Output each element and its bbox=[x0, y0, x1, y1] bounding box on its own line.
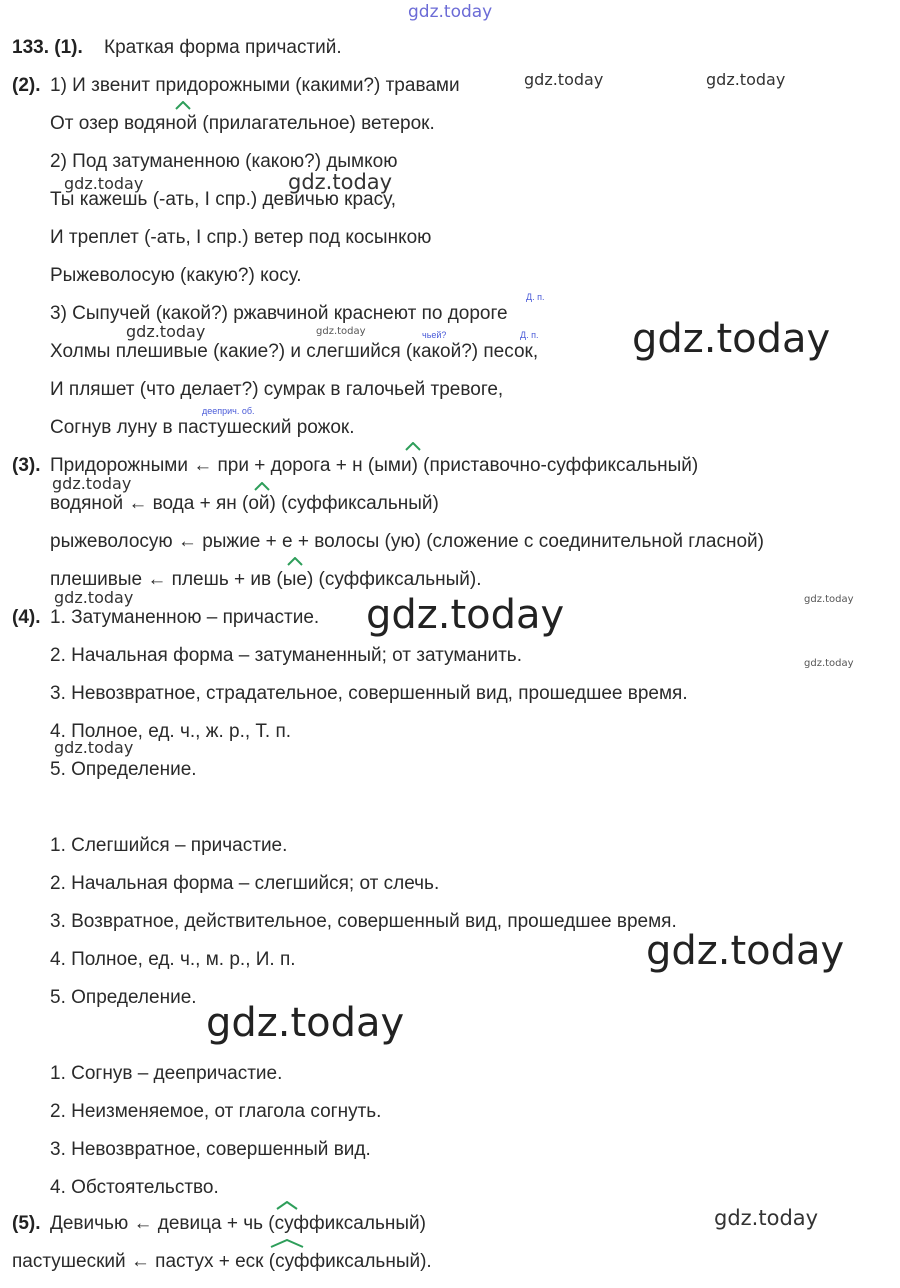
section-4-label: (4). bbox=[12, 607, 41, 628]
watermark: gdz.today bbox=[54, 588, 134, 607]
suffix-mark bbox=[276, 1201, 292, 1210]
section-1-label: 133. (1). bbox=[12, 37, 83, 58]
poem-line-4: Ты кажешь (-ать, I спр.) девичью красу, bbox=[50, 189, 396, 210]
section-5-label: (5). bbox=[12, 1213, 41, 1234]
word-formation-6: пастушеский ← пастух + еск (суффиксальный). bbox=[12, 1251, 432, 1272]
analysis-b-2: 2. Начальная форма – слегшийся; от слечь. bbox=[50, 873, 440, 894]
analysis-c-2: 2. Неизменяемое, от глагола согнуть. bbox=[50, 1101, 382, 1122]
poem-line-9: И пляшет (что делает?) сумрак в галочьей тревоге, bbox=[50, 379, 504, 400]
analysis-a-4: 4. Полное, ед. ч., ж. р., Т. п. bbox=[50, 721, 292, 742]
analysis-a-5: 5. Определение. bbox=[50, 759, 197, 780]
analysis-a-2: 2. Начальная форма – затуманенный; от затуманить. bbox=[50, 645, 522, 666]
suffix-mark bbox=[270, 1239, 286, 1248]
watermark: gdz.today bbox=[64, 174, 144, 193]
word-formation-4: плешивые ← плешь + ив (ые) (суффиксальный). bbox=[50, 569, 482, 590]
watermark: gdz.today bbox=[408, 2, 493, 22]
poem-line-7: 3) Сыпучей (какой?) ржавчиной краснеют по дороге bbox=[50, 303, 508, 324]
analysis-c-4: 4. Обстоятельство. bbox=[50, 1177, 219, 1198]
watermark: gdz.today bbox=[54, 738, 134, 757]
poem-line-1: 1) И звенит придорожными (какими?) травами bbox=[50, 75, 460, 96]
watermark: gdz.today bbox=[206, 1000, 405, 1046]
question-mark: чьей? bbox=[422, 330, 447, 340]
poem-line-3: 2) Под затуманенною (какою?) дымкою bbox=[50, 151, 398, 172]
suffix-mark bbox=[287, 557, 303, 566]
suffix-mark bbox=[254, 482, 270, 491]
watermark: gdz.today bbox=[804, 658, 854, 669]
watermark: gdz.today bbox=[646, 928, 845, 974]
word-formation-3: рыжеволосую ← рыжие + е + волосы (ую) (сложение с соединительной гласной) bbox=[50, 531, 764, 552]
word-formation-5: Девичью ← девица + чь (суффиксальный) bbox=[50, 1213, 426, 1234]
watermark: gdz.today bbox=[706, 70, 786, 89]
analysis-c-1: 1. Согнув – деепричастие. bbox=[50, 1063, 283, 1084]
stress-mark bbox=[175, 101, 191, 110]
word-formation-1: Придорожными ← при + дорога + н (ыми) (приставочно-суффиксальный) bbox=[50, 455, 699, 476]
poem-line-8: Холмы плешивые (какие?) и слегшийся (какой?) песок, bbox=[50, 341, 539, 362]
poem-line-2: От озер водяной (прилагательное) ветерок. bbox=[50, 113, 435, 134]
watermark: gdz.today bbox=[52, 474, 132, 493]
poem-line-5: И треплет (-ать, I спр.) ветер под косынкою bbox=[50, 227, 432, 248]
poem-line-6: Рыжеволосую (какую?) косу. bbox=[50, 265, 302, 286]
case-mark: Д. п. bbox=[520, 330, 539, 340]
watermark: gdz.today bbox=[366, 592, 565, 638]
analysis-b-3: 3. Возвратное, действительное, совершенный вид, прошедшее время. bbox=[50, 911, 677, 932]
watermark: gdz.today bbox=[804, 594, 854, 605]
watermark: gdz.today bbox=[632, 316, 831, 362]
section-3-label: (3). bbox=[12, 455, 41, 476]
word-formation-2: водяной ← вода + ян (ой) (суффиксальный) bbox=[50, 493, 439, 514]
case-mark: Д. п. bbox=[526, 292, 545, 302]
analysis-a-3: 3. Невозвратное, страдательное, совершенный вид, прошедшее время. bbox=[50, 683, 688, 704]
analysis-c-3: 3. Невозвратное, совершенный вид. bbox=[50, 1139, 371, 1160]
analysis-b-4: 4. Полное, ед. ч., м. р., И. п. bbox=[50, 949, 296, 970]
analysis-b-5: 5. Определение. bbox=[50, 987, 197, 1008]
poem-line-10: Согнув луну в пастушеский рожок. bbox=[50, 417, 355, 438]
watermark: gdz.today bbox=[126, 322, 206, 341]
watermark: gdz.today bbox=[524, 70, 604, 89]
section-2-label: (2). bbox=[12, 75, 41, 96]
suffix-mark bbox=[405, 442, 421, 451]
analysis-a-1: 1. Затуманенною – причастие. bbox=[50, 607, 320, 628]
watermark: gdz.today bbox=[714, 1206, 819, 1230]
section-1-text: Краткая форма причастий. bbox=[104, 37, 342, 58]
watermark: gdz.today bbox=[316, 326, 366, 337]
gerund-mark: дееприч. об. bbox=[202, 406, 255, 416]
watermark: gdz.today bbox=[288, 170, 393, 194]
analysis-b-1: 1. Слегшийся – причастие. bbox=[50, 835, 288, 856]
